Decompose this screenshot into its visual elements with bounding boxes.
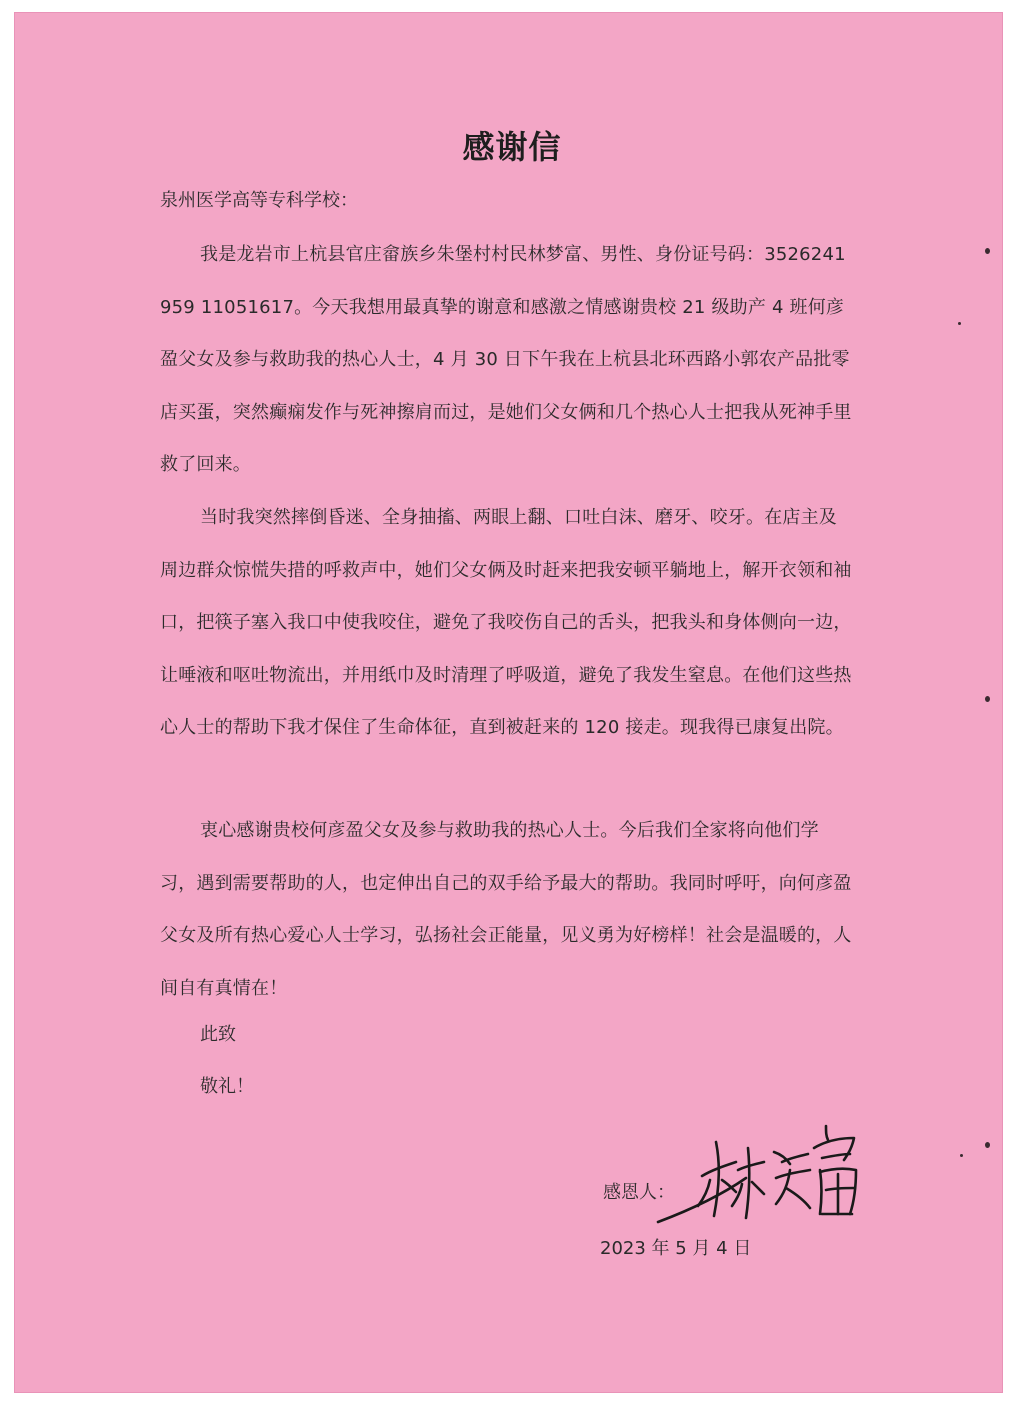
letter-date: 2023 年 5 月 4 日 bbox=[600, 1238, 752, 1259]
paper-speck bbox=[985, 248, 990, 254]
letter-title: 感谢信 bbox=[462, 128, 562, 166]
closing-jingli: 敬礼！ bbox=[200, 1076, 254, 1097]
paper-speck bbox=[958, 322, 961, 325]
paragraph-3: 衷心感谢贵校何彦盈父女及参与救助我的热心人士。今后我们全家将向他们学习，遇到需要帮助的人，也定伸出自己的双手给予最大的帮助。我同时呼吁，向何彦盈父女及所有热心爱心人士学习，弘扬社会正能量，见义勇为好榜样！社会是温暖的，人间自有真情在！ bbox=[160, 820, 852, 999]
paper-speck bbox=[985, 1142, 990, 1148]
signature-label: 感恩人： bbox=[603, 1182, 675, 1203]
paragraph-1: 我是龙岩市上杭县官庄畲族乡朱堡村村民林梦富、男性、身份证号码：3526241959 11051617。今天我想用最真挚的谢意和感激之情感谢贵校 21 级助产 4 班何彦盈父女及参与救助我的热心人士，4 月 30 日下午我在上杭县北环西路小郭农产品批零店买蛋，突然癫痫发作与死神擦肩而过，是她们父女俩和几个热心人士把我从死神手里救了回来。 bbox=[160, 244, 852, 476]
paper-speck bbox=[960, 1154, 963, 1157]
closing-cizhi: 此致 bbox=[200, 1024, 236, 1045]
paper-speck bbox=[985, 696, 990, 702]
handwritten-signature bbox=[650, 1118, 870, 1228]
salutation: 泉州医学高等专科学校： bbox=[160, 190, 358, 211]
paragraph-2: 当时我突然摔倒昏迷、全身抽搐、两眼上翻、口吐白沫、磨牙、咬牙。在店主及周边群众惊慌失措的呼救声中，她们父女俩及时赶来把我安顿平躺地上，解开衣领和袖口，把筷子塞入我口中使我咬住，避免了我咬伤自己的舌头，把我头和身体侧向一边，让唾液和呕吐物流出，并用纸巾及时清理了呼吸道，避免了我发生窒息。在他们这些热心人士的帮助下我才保住了生命体征，直到被赶来的 120 接走。现我得已康复出院。 bbox=[160, 507, 852, 739]
